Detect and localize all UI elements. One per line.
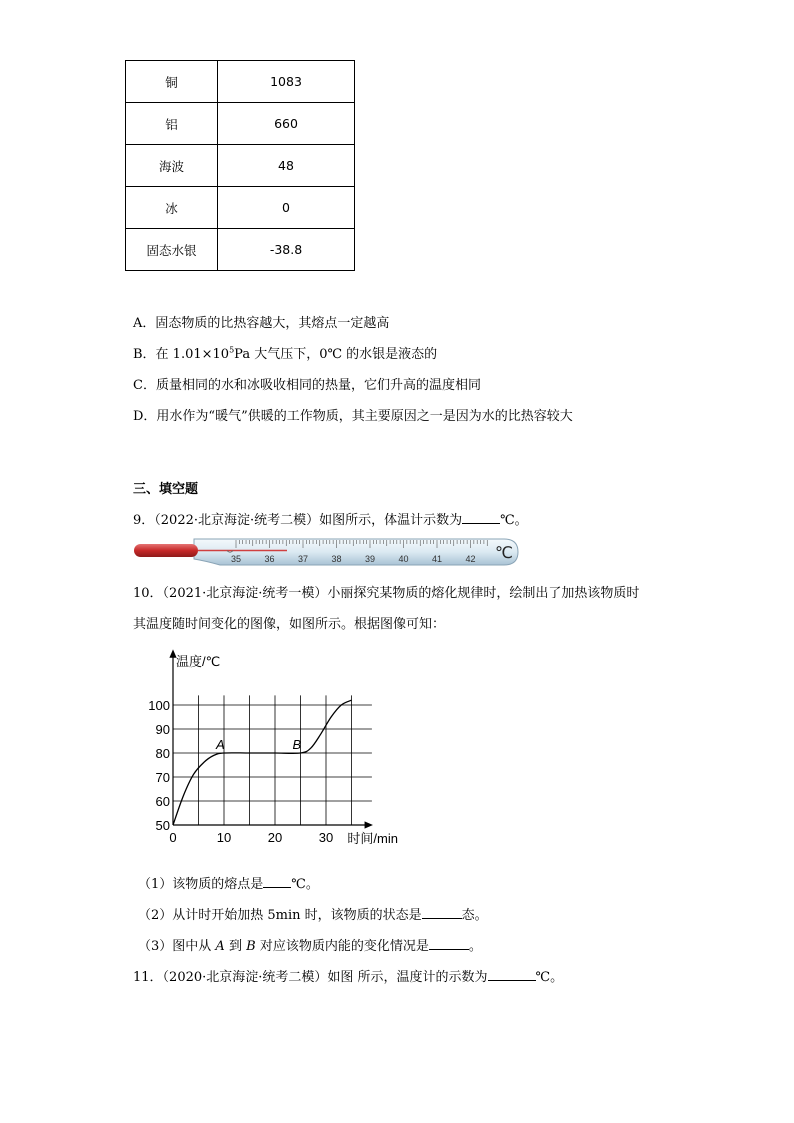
question-9-text: 9．（2022·北京海淀·统考二模）如图所示，体温计示数为	[133, 513, 463, 528]
question-10-line-2: 其温度随时间变化的图像，如图所示。根据图像可知：	[133, 617, 446, 632]
substance-name-cell: 铜	[126, 61, 218, 103]
answer-blank[interactable]	[263, 875, 291, 888]
sub-3-point-b: B	[246, 939, 256, 954]
melting-point-cell: 1083	[218, 61, 355, 103]
question-11-text: 11．（2020·北京海淀·统考二模）如图 所示，温度计的示数为	[133, 970, 488, 985]
thermometer-unit: ℃	[495, 545, 513, 562]
chart-x-label: 时间/min	[347, 831, 398, 846]
x-tick-label: 30	[318, 830, 334, 845]
question-9	[133, 509, 528, 528]
table-row	[126, 145, 355, 187]
temperature-time-chart	[140, 645, 420, 855]
chart-y-label: 温度/℃	[176, 654, 221, 669]
answer-blank[interactable]	[462, 511, 500, 524]
question-10-line-1: 10．（2021·北京海淀·统考一模）小丽探究某物质的熔化规律时，绘制出了加热该物质时	[133, 586, 640, 601]
question-10-sub-3	[138, 935, 482, 954]
sub-3-text-mid: 到	[228, 939, 242, 954]
thermometer-tick-label: 41	[431, 554, 443, 564]
sub-3-end: 。	[468, 939, 482, 954]
answer-blank[interactable]	[422, 906, 462, 919]
option-c: C．质量相同的水和冰吸收相同的热量，它们升高的温度相同	[133, 378, 481, 393]
table-row	[126, 103, 355, 145]
chart-x-tick-labels	[169, 830, 333, 845]
sub-2-suffix: 态。	[461, 908, 488, 923]
chart-annotations	[215, 737, 302, 752]
thermometer-tick-label: 40	[398, 554, 409, 564]
x-tick-label: 10	[216, 830, 232, 845]
melting-point-cell: 0	[218, 187, 355, 229]
question-11	[133, 966, 563, 985]
substance-name-cell: 冰	[126, 187, 218, 229]
sub-1-unit: ℃。	[291, 877, 319, 892]
sub-3-text-pre: （3）图中从	[138, 939, 212, 954]
point-label-b: B	[292, 737, 302, 752]
option-b-text-post: Pa 大气压下，0℃ 的水银是液态的	[234, 347, 438, 362]
x-tick-label: 20	[267, 830, 283, 845]
sub-1-text: （1）该物质的熔点是	[138, 877, 264, 892]
chart-y-tick-labels	[148, 698, 170, 833]
thermometer-figure	[132, 533, 522, 569]
melting-point-cell: 660	[218, 103, 355, 145]
melting-point-cell: -38.8	[218, 229, 355, 271]
y-tick-label: 90	[155, 722, 170, 737]
thermometer-tick-label: 39	[364, 554, 376, 564]
y-tick-label: 50	[155, 818, 170, 833]
question-9-unit: ℃。	[500, 513, 528, 528]
thermometer-tick-label: 42	[465, 554, 476, 564]
option-b-text-pre: B．在 1.01×10	[133, 347, 230, 362]
option-b-exponent: 5	[229, 345, 235, 355]
question-10-sub-2	[138, 904, 488, 923]
substance-name-cell: 固态水银	[126, 229, 218, 271]
option-b	[133, 343, 437, 362]
chart-grid	[173, 695, 372, 825]
y-tick-label: 70	[155, 770, 170, 785]
thermometer-tick-label: 38	[331, 554, 342, 564]
answer-blank[interactable]	[429, 937, 469, 950]
question-10-sub-1	[138, 873, 319, 892]
option-a: A．固态物质的比热容越大，其熔点一定越高	[133, 316, 390, 331]
table-row	[126, 61, 355, 103]
y-tick-label: 60	[155, 794, 170, 809]
sub-3-text-post: 对应该物质内能的变化情况是	[259, 939, 429, 954]
thermometer-tick-label: 36	[264, 554, 275, 564]
y-tick-label: 100	[148, 698, 170, 713]
table-row	[126, 229, 355, 271]
melting-point-table	[125, 60, 355, 271]
sub-3-point-a: A	[215, 939, 225, 954]
point-label-a: A	[216, 737, 225, 752]
chart-series-line	[173, 700, 352, 825]
x-tick-label: 0	[169, 830, 177, 845]
y-tick-label: 80	[155, 746, 170, 761]
thermometer-tick-label: 35	[230, 554, 242, 564]
thermometer-bulb	[134, 544, 198, 557]
substance-name-cell: 铝	[126, 103, 218, 145]
thermometer-tick-label: 37	[297, 554, 309, 564]
section-title: 三、填空题	[133, 482, 199, 497]
option-d: D．用水作为“暖气”供暖的工作物质，其主要原因之一是因为水的比热容较大	[133, 409, 573, 424]
question-11-unit: ℃。	[535, 970, 564, 985]
melting-point-cell: 48	[218, 145, 355, 187]
table-row	[126, 187, 355, 229]
substance-name-cell: 海波	[126, 145, 218, 187]
answer-blank[interactable]	[488, 968, 536, 981]
sub-2-text: （2）从计时开始加热 5min 时，该物质的状态是	[138, 908, 422, 923]
